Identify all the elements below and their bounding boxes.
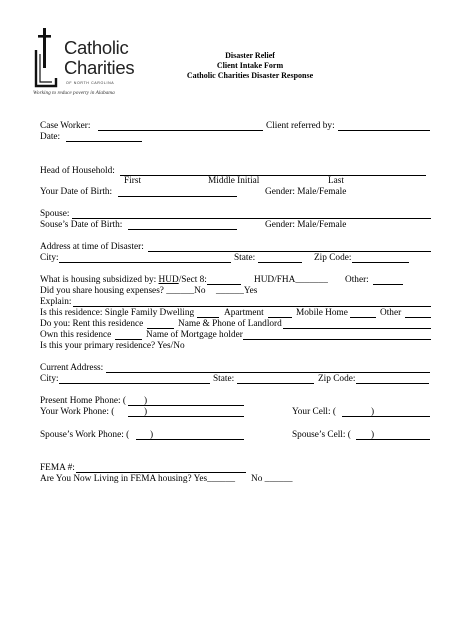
spouse-dob-field[interactable]: [128, 229, 237, 230]
rent-residence-label: Do you: Rent this residence: [40, 319, 144, 329]
spouse-work-close-paren: ): [150, 430, 154, 440]
city-2-field[interactable]: [59, 383, 210, 384]
other-1-field[interactable]: [373, 284, 403, 285]
zip-2-field[interactable]: [356, 383, 429, 384]
client-referred-label: Client referred by:: [266, 121, 335, 131]
state-1-label: State:: [234, 253, 256, 263]
current-address-label: Current Address:: [40, 363, 104, 373]
first-name-caption: First: [124, 176, 142, 186]
fema-housing-question[interactable]: Are You Now Living in FEMA housing? Yes______: [40, 474, 235, 484]
date-field[interactable]: [66, 141, 142, 142]
own-residence-label: Own this residence: [40, 330, 112, 340]
spouse-work-phone-label: Spouse’s Work Phone: (: [40, 430, 130, 440]
spouse-cell-field[interactable]: [356, 439, 430, 440]
logo-name-line1: Catholic: [64, 37, 129, 58]
state-2-label: State:: [213, 374, 235, 384]
case-worker-field[interactable]: [98, 130, 263, 131]
current-address-field[interactable]: [106, 372, 430, 373]
housing-question-text: What is housing subsidized by:: [40, 275, 159, 285]
hud-fha-option[interactable]: HUD/FHA_______: [254, 275, 328, 285]
work-phone-field[interactable]: [128, 416, 244, 417]
share-expenses-yes[interactable]: ______Yes: [216, 286, 258, 296]
your-dob-label: Your Date of Birth:: [40, 187, 113, 197]
spouse-field[interactable]: [72, 218, 431, 219]
explain-field[interactable]: [73, 306, 431, 307]
logo-name-line2: Charities: [64, 57, 135, 78]
your-dob-field[interactable]: [118, 196, 237, 197]
your-cell-close-paren: ): [371, 407, 375, 417]
city-1-label: City:: [40, 253, 59, 263]
mobile-home-option: Mobile Home: [296, 308, 348, 318]
zip-1-field[interactable]: [352, 262, 409, 263]
other-1-label: Other:: [345, 275, 369, 285]
middle-initial-caption: Middle Initial: [208, 176, 260, 186]
spouse-cell-label: Spouse’s Cell: (: [292, 430, 351, 440]
zip-2-label: Zip Code:: [318, 374, 356, 384]
state-2-field[interactable]: [237, 383, 314, 384]
residence-type-question: Is this residence: Single Family Dwelling: [40, 308, 195, 318]
client-referred-field[interactable]: [338, 130, 430, 131]
rent-residence-field[interactable]: [147, 328, 174, 329]
mortgage-holder-label: Name of Mortgage holder: [146, 330, 243, 340]
gender-2-label[interactable]: Gender: Male/Female: [265, 220, 347, 230]
header-line-1: Disaster Relief: [225, 51, 275, 60]
housing-subsidy-question: [40, 275, 207, 286]
work-phone-close-paren: ): [144, 407, 148, 417]
landlord-field[interactable]: [283, 328, 431, 329]
your-cell-field[interactable]: [342, 416, 430, 417]
explain-label: Explain:: [40, 297, 72, 307]
logo-tagline: Working to reduce poverty in Alabama: [33, 90, 115, 96]
header-line-2: Client Intake Form: [216, 61, 284, 70]
your-cell-label: Your Cell: (: [292, 407, 336, 417]
city-2-label: City:: [40, 374, 59, 384]
work-phone-label: Your Work Phone: (: [40, 407, 115, 417]
spouse-work-phone-field[interactable]: [136, 439, 244, 440]
state-1-field[interactable]: [258, 262, 302, 263]
header-line-3: Catholic Charities Disaster Response: [186, 71, 314, 80]
home-phone-field[interactable]: [128, 405, 244, 406]
last-name-caption: Last: [328, 176, 345, 186]
fema-housing-no[interactable]: No ______: [251, 474, 293, 484]
fema-number-field[interactable]: [76, 472, 246, 473]
single-family-field[interactable]: [197, 317, 219, 318]
head-of-household-field[interactable]: [120, 175, 426, 176]
apartment-field[interactable]: [268, 317, 292, 318]
gender-1-label[interactable]: Gender: Male/Female: [265, 187, 347, 197]
housing-hud-text: HUD: [158, 275, 179, 285]
landlord-label: Name & Phone of Landlord: [178, 319, 282, 329]
mortgage-holder-field[interactable]: [243, 339, 431, 340]
fema-number-label: FEMA #:: [40, 463, 75, 473]
zip-1-label: Zip Code:: [314, 253, 352, 263]
home-phone-close-paren: ): [144, 396, 148, 406]
primary-residence-question[interactable]: Is this your primary residence? Yes/No: [40, 341, 185, 351]
case-worker-label: Case Worker:: [40, 121, 91, 131]
apartment-option: Apartment: [224, 308, 264, 318]
spouse-cell-close-paren: ): [371, 430, 375, 440]
date-label: Date:: [40, 132, 61, 142]
address-label: Address at time of Disaster:: [40, 242, 144, 252]
city-1-field[interactable]: [59, 262, 231, 263]
hud-sect8-field[interactable]: [207, 284, 241, 285]
housing-sect-text: /Sect 8:: [178, 275, 207, 285]
head-of-household-label: Head of Household:: [40, 166, 115, 176]
spouse-dob-label: Souse’s Date of Birth:: [40, 220, 123, 230]
address-field[interactable]: [148, 251, 431, 252]
form-header: [150, 51, 350, 81]
logo-subtitle: OF NORTH CAROLINA: [66, 81, 115, 85]
home-phone-label: Present Home Phone: (: [40, 396, 126, 406]
spouse-label: Spouse:: [40, 209, 70, 219]
cross-icon: [30, 28, 60, 90]
mobile-home-field[interactable]: [350, 317, 376, 318]
own-residence-field[interactable]: [115, 339, 142, 340]
share-expenses-question[interactable]: Did you share housing expenses? ______No: [40, 286, 206, 296]
other-2-option: Other: [380, 308, 402, 318]
other-2-field[interactable]: [405, 317, 431, 318]
